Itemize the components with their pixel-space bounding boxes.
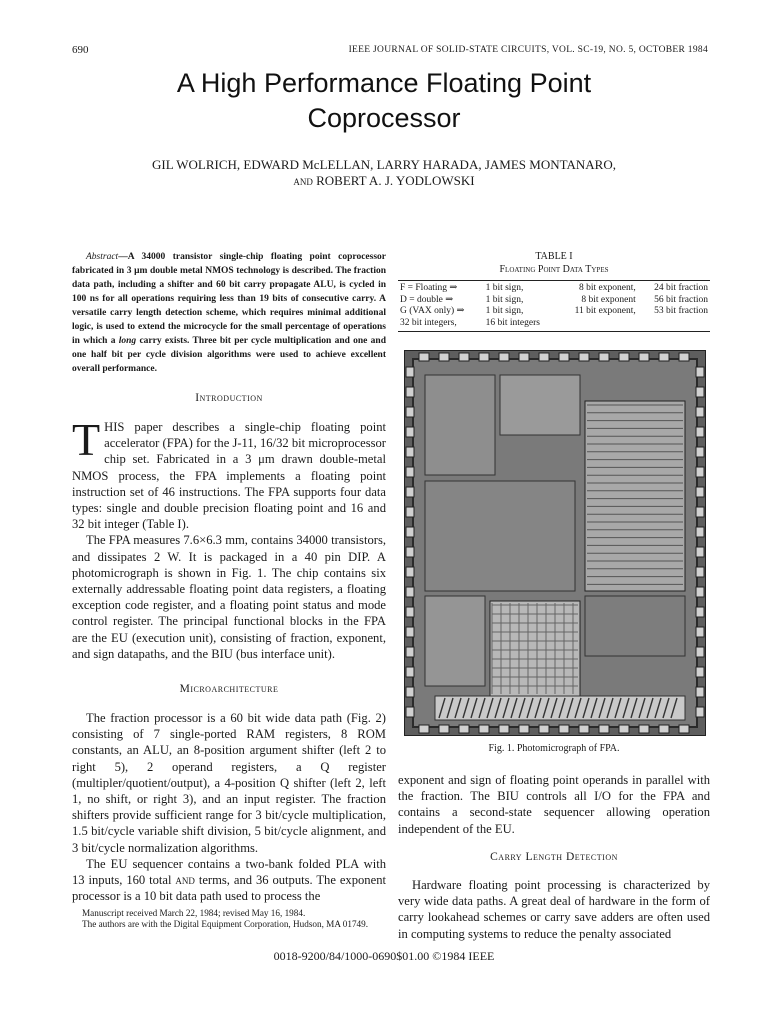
running-head: IEEE JOURNAL OF SOLID-STATE CIRCUITS, VOL. SC-19, NO. 5, OCTOBER 1984 (348, 45, 708, 55)
footnotes (72, 908, 386, 929)
microarchitecture-paragraph-1: The fraction processor is a 60 bit wide data path (Fig. 2) consisting of 7 single-ported RAM registers, 8 ROM constants, an ALU, an 8-position argument shifter (left 2 to right 5), 2 operand registers, a Q register (multipler/quotient/output), a 4-position Q shifter (left 2, left 1, no shift, or right 3), and an input register. The fraction shifters provide sufficient range for 3 bit/cycle multiplication, 1.5 bit/cycle variable shift division, 5 bit/cycle alignment, and 3 bit/cycle normalization algorithms. (72, 711, 386, 855)
authors-line-2 (0, 173, 768, 189)
table-cell: D = double ⇒ (400, 294, 454, 305)
table-cell: 32 bit integers, (400, 317, 457, 328)
microarchitecture-p2-part-b: terms, and 36 outputs. The exponent processor is a 10 bit data path used to process the (72, 873, 386, 904)
table-cell: 16 bit integers (485, 317, 540, 328)
table-row (398, 283, 710, 295)
title-line-2: Coprocessor (307, 103, 461, 133)
introduction-heading: Introduction (195, 392, 263, 404)
microarchitecture-p2-and: and (175, 873, 195, 888)
paper-title (0, 66, 768, 136)
table-row (398, 318, 710, 330)
abstract-dash: — (118, 252, 128, 262)
abstract-text-1: A 34000 transistor single-chip floating point coprocessor fabricated in 3 μm double metal NMOS technology is described. The fraction data path, including a shifter and 60 bit carry propagate ALU, is cycled in 100 ns for all operations requiring less than 19 bits of consecutive carry. A versatile carry length detection scheme, which requires minimal additional logic, is used to extend the microcycle for the small percentage of operations in which a (72, 252, 386, 346)
abstract (72, 250, 386, 376)
table-cell (638, 318, 710, 330)
microarchitecture-paragraph-2 (72, 856, 386, 905)
table-row (398, 306, 710, 318)
copyright-line: 0018-9200/84/1000-0690$01.00 ©1984 IEEE (273, 949, 495, 963)
carry-length-body (398, 877, 710, 942)
authors-and: and (293, 173, 313, 188)
authors-line-1: GIL WOLRICH, EDWARD McLELLAN, LARRY HARADA, JAMES MONTANARO, (152, 157, 616, 172)
table-cell: 53 bit fraction (654, 306, 708, 316)
footnote-affiliation: The authors are with the Digital Equipment Corporation, Hudson, MA 01749. (82, 918, 369, 929)
table-cell: 56 bit fraction (654, 294, 708, 305)
introduction-body (72, 414, 386, 662)
table-cell: 1 bit sign, (485, 306, 524, 316)
table-cell (556, 318, 637, 330)
right-paragraph-1: exponent and sign of floating point operands in parallel with the fraction. The BIU controls all I/O for the FPA and contains a second-state sequencer allowing operation independent of the EU. (398, 773, 710, 836)
data-types-table (398, 280, 710, 332)
table-cell: 24 bit fraction (654, 283, 708, 293)
drop-cap: T (72, 414, 101, 465)
abstract-text-2: carry exists. Three bit per cycle multiplication and one and one half bit per cycle division algorithms were used to achieve excellent overall performance. (72, 336, 386, 374)
introduction-paragraph-1 (72, 414, 386, 532)
chip-photo-image (405, 351, 705, 735)
right-column-continuation (398, 772, 710, 837)
table-heading (398, 250, 710, 276)
right-paragraph-2: Hardware floating point processing is characterized by very wide data paths. A great deal of hardware in the form of carry lookahead schemes or carry save adders are often used in computing systems to reduce the penalty associated (398, 878, 710, 941)
photomicrograph (404, 350, 706, 736)
page-number: 690 (72, 44, 89, 56)
microarchitecture-p2-part-a: The EU sequencer contains a two-bank folded PLA with 13 inputs, 160 total (72, 856, 386, 888)
table-cell: 1 bit sign, (485, 283, 524, 293)
table-cell: 11 bit exponent, (574, 306, 636, 316)
introduction-p1-text: HIS paper describes a single-chip floating point accelerator (FPA) for the J-11, 16/32 bit microprocessor chip set. Fabricated in a 3 μm drawn double-metal NMOS process, the FPA implements a floating point instruction set of 46 instructions. The FPA supports four data types: single and double precision floating point and 16 and 32 bit integer (Table I). (72, 420, 386, 532)
title-line-1: A High Performance Floating Point (176, 68, 592, 98)
footnote-received: Manuscript received March 22, 1984; revised May 16, 1984. (82, 908, 306, 918)
microarchitecture-heading: Microarchitecture (179, 683, 279, 695)
authors-line-2-names: ROBERT A. J. YODLOWSKI (316, 173, 475, 188)
table-cell: 8 bit exponent, (579, 283, 636, 293)
figure-caption: Fig. 1. Photomicrograph of FPA. (488, 743, 620, 754)
abstract-lead: Abstract (86, 252, 119, 262)
microarchitecture-body (72, 710, 386, 904)
table-cell: 8 bit exponent (581, 294, 636, 305)
carry-length-heading: Carry Length Detection (490, 851, 618, 863)
author-list (0, 157, 768, 189)
introduction-paragraph-2: The FPA measures 7.6×6.3 mm, contains 34000 transistors, and dissipates 2 W. It is packaged in a 40 pin DIP. A photomicrograph is shown in Fig. 1. The chip contains six externally addressable floating point data registers, a floating exception code register, and a floating point status and mode control register. The principal functional blocks in the FPA are the EU (execution unit), consisting of fraction, exponent, and sign datapaths, and the BIU (bus interface unit). (72, 533, 386, 661)
table-row (398, 295, 710, 307)
abstract-emphasis: long (118, 336, 137, 346)
table-cell: G (VAX only) ⇒ (400, 306, 465, 316)
table-label: TABLE I (535, 251, 573, 262)
table-cell: 1 bit sign, (485, 294, 524, 305)
table-title: Floating Point Data Types (499, 264, 609, 275)
table-cell: F = Floating ⇒ (400, 283, 458, 293)
